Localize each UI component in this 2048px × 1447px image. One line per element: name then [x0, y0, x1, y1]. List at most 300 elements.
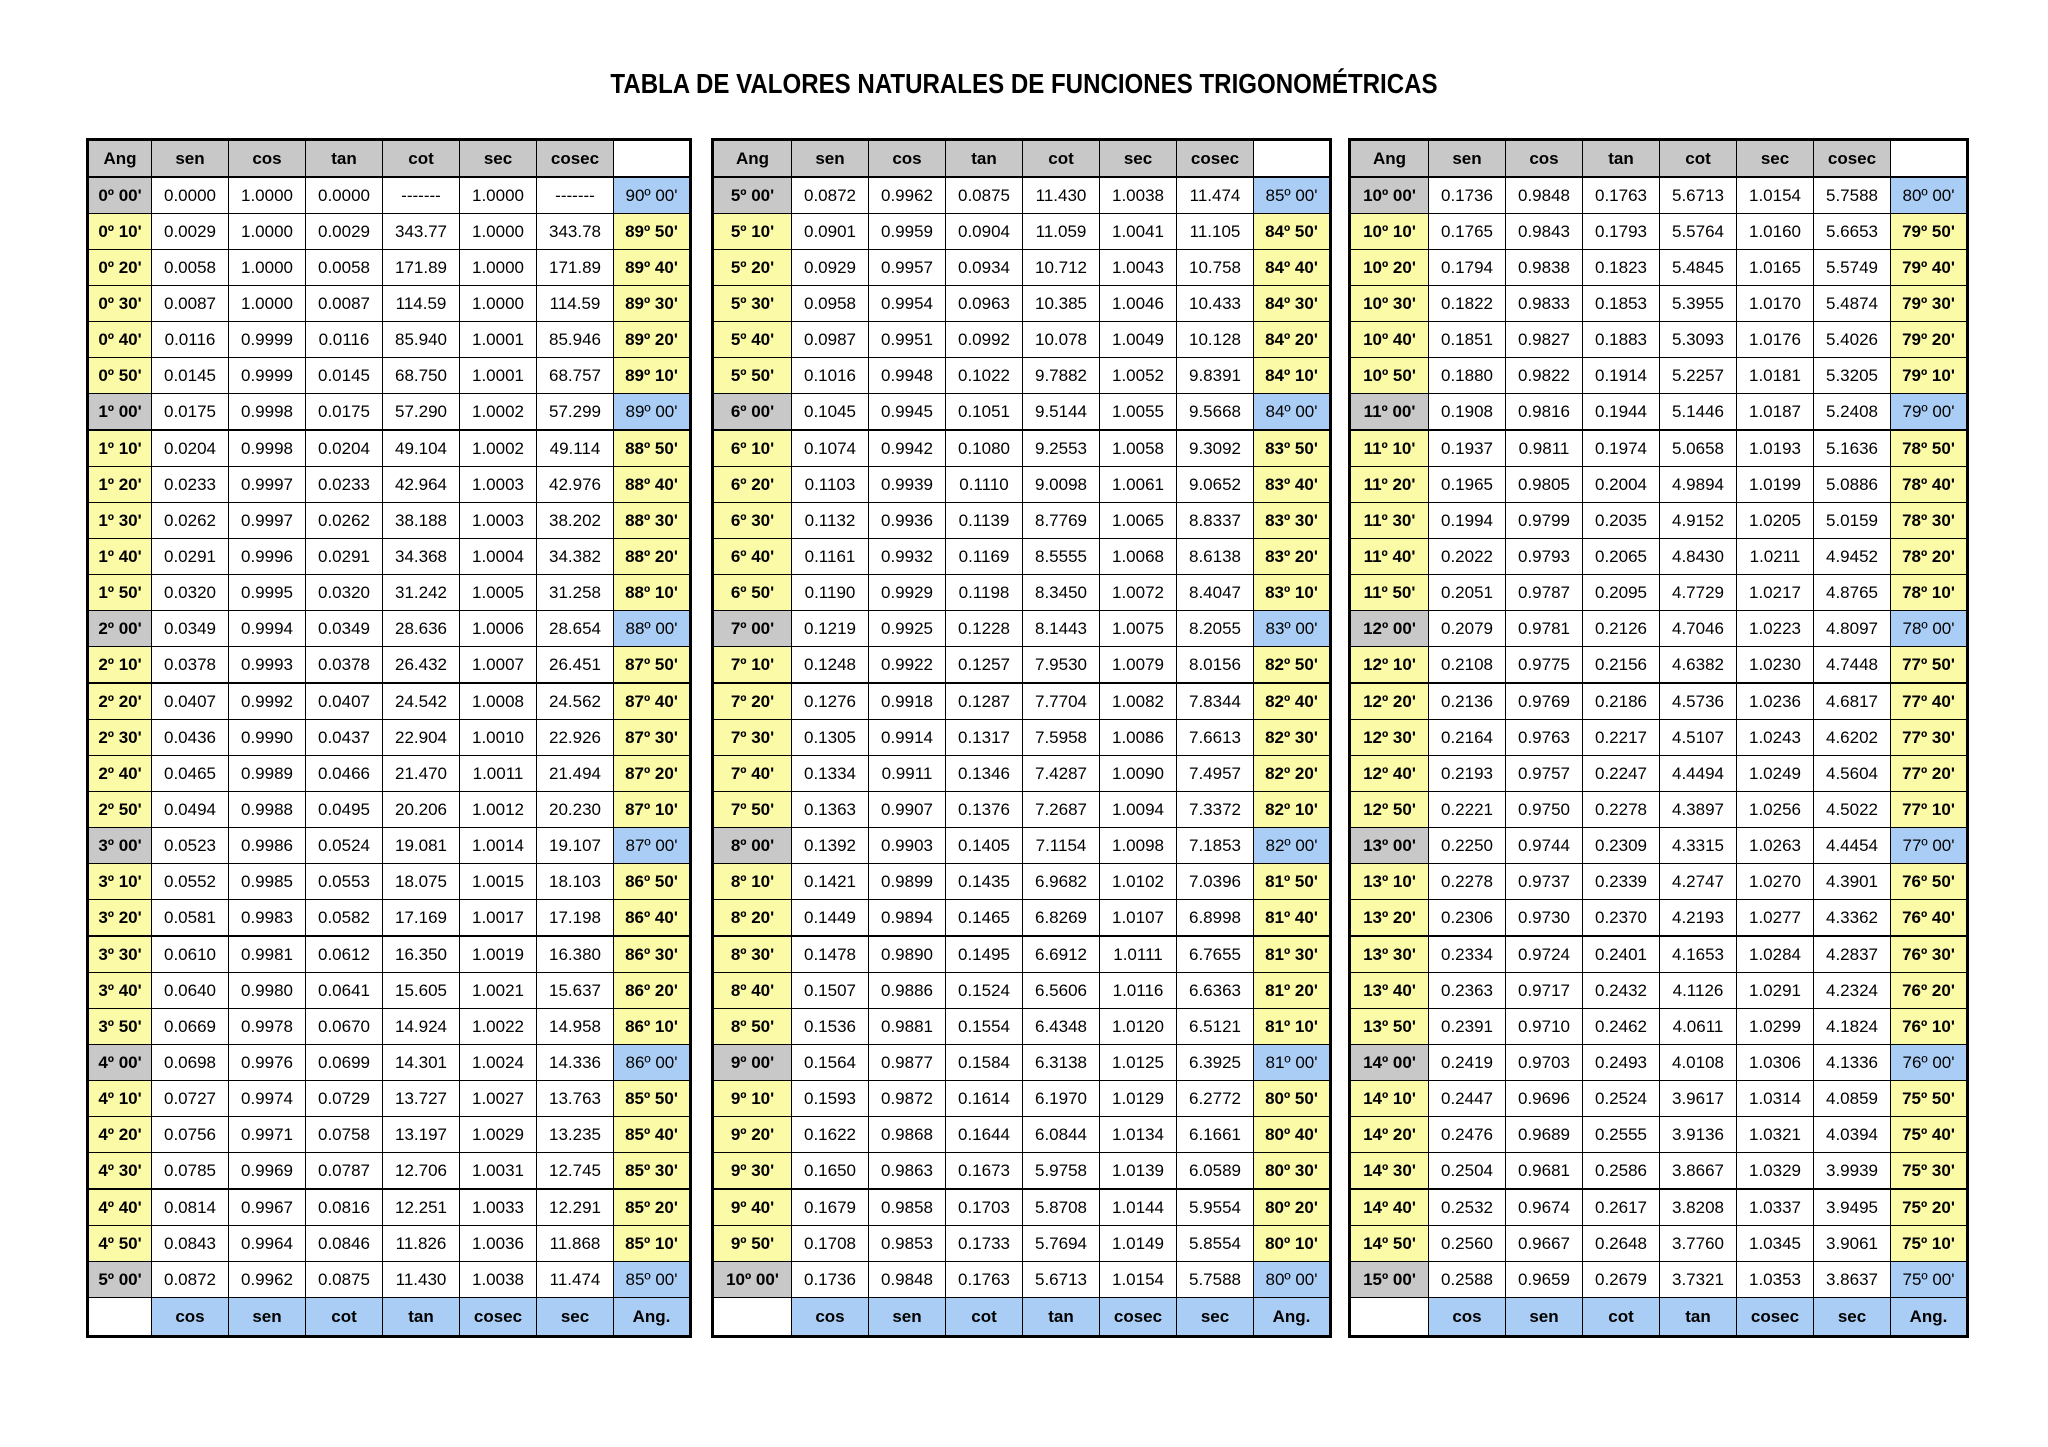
- cell-cosec: 4.7448: [1814, 647, 1891, 684]
- cell-sen: 0.1449: [792, 900, 869, 937]
- column-footer-sec: sec: [1814, 1298, 1891, 1337]
- cell-comp-ang: 76º 50': [1891, 864, 1968, 900]
- cell-ang: 13º 30': [1350, 936, 1429, 973]
- cell-tan: 0.0087: [306, 286, 383, 322]
- cell-sen: 0.1248: [792, 647, 869, 684]
- cell-tan: 0.0934: [946, 250, 1023, 286]
- cell-comp-ang: 77º 40': [1891, 683, 1968, 720]
- cell-tan: 0.0145: [306, 358, 383, 394]
- cell-cosec: 7.3372: [1177, 792, 1254, 828]
- table-row: [88, 647, 691, 684]
- cell-sec: 1.0284: [1737, 936, 1814, 973]
- cell-sec: 1.0236: [1737, 683, 1814, 720]
- cell-cot: 4.9152: [1660, 503, 1737, 539]
- cell-sen: 0.0756: [152, 1117, 229, 1153]
- cell-cos: 0.9868: [869, 1117, 946, 1153]
- cell-tan: 0.2555: [1583, 1117, 1660, 1153]
- cell-cosec: 343.78: [537, 214, 614, 250]
- table-row: [88, 322, 691, 358]
- cell-sen: 0.2447: [1429, 1081, 1506, 1117]
- table-row: [713, 647, 1331, 684]
- column-header-cosec: cosec: [537, 140, 614, 178]
- cell-comp-ang: 82º 10': [1254, 792, 1331, 828]
- cell-sec: 1.0199: [1737, 467, 1814, 503]
- cell-ang: 1º 50': [88, 575, 152, 611]
- cell-cos: 0.9922: [869, 647, 946, 684]
- cell-sen: 0.1132: [792, 503, 869, 539]
- cell-sen: 0.1736: [792, 1262, 869, 1298]
- table-row: [88, 430, 691, 467]
- cell-comp-ang: 77º 50': [1891, 647, 1968, 684]
- column-header-sec: sec: [1100, 140, 1177, 178]
- cell-cosec: 114.59: [537, 286, 614, 322]
- cell-cos: 0.9717: [1506, 973, 1583, 1009]
- cell-cot: 5.2257: [1660, 358, 1737, 394]
- cell-sen: 0.0087: [152, 286, 229, 322]
- cell-comp-ang: 86º 00': [614, 1045, 691, 1081]
- column-footer-ang: Ang.: [1254, 1298, 1331, 1337]
- cell-comp-ang: 88º 10': [614, 575, 691, 611]
- column-header-cos: cos: [869, 140, 946, 178]
- cell-tan: 0.0291: [306, 539, 383, 575]
- cell-sec: 1.0337: [1737, 1189, 1814, 1226]
- cell-cot: 7.4287: [1023, 756, 1100, 792]
- cell-ang: 15º 00': [1350, 1262, 1429, 1298]
- cell-cos: 0.9918: [869, 683, 946, 720]
- cell-sec: 1.0065: [1100, 503, 1177, 539]
- cell-cos: 0.9730: [1506, 900, 1583, 937]
- cell-ang: 4º 30': [88, 1153, 152, 1190]
- cell-cos: 0.9710: [1506, 1009, 1583, 1045]
- table-row: [88, 720, 691, 756]
- cell-cosec: 8.8337: [1177, 503, 1254, 539]
- cell-cos: 0.9799: [1506, 503, 1583, 539]
- cell-ang: 3º 50': [88, 1009, 152, 1045]
- cell-tan: 0.1110: [946, 467, 1023, 503]
- cell-sec: 1.0002: [460, 430, 537, 467]
- cell-sec: 1.0005: [460, 575, 537, 611]
- table-row: [713, 358, 1331, 394]
- cell-sen: 0.0000: [152, 177, 229, 214]
- cell-ang: 10º 20': [1350, 250, 1429, 286]
- cell-comp-ang: 76º 40': [1891, 900, 1968, 937]
- cell-cos: 1.0000: [229, 177, 306, 214]
- cell-cosec: 42.976: [537, 467, 614, 503]
- cell-cot: -------: [383, 177, 460, 214]
- cell-cot: 12.706: [383, 1153, 460, 1190]
- cell-cot: 22.904: [383, 720, 460, 756]
- column-header-cos: cos: [1506, 140, 1583, 178]
- cell-comp-ang: 86º 20': [614, 973, 691, 1009]
- table-row: [713, 467, 1331, 503]
- cell-sec: 1.0001: [460, 322, 537, 358]
- cell-comp-ang: 87º 50': [614, 647, 691, 684]
- column-footer-sec: sec: [1177, 1298, 1254, 1337]
- cell-tan: 0.0963: [946, 286, 1023, 322]
- cell-cos: 0.9681: [1506, 1153, 1583, 1190]
- cell-sen: 0.0262: [152, 503, 229, 539]
- cell-sec: 1.0249: [1737, 756, 1814, 792]
- cell-sen: 0.1276: [792, 683, 869, 720]
- cell-cot: 12.251: [383, 1189, 460, 1226]
- trig-table-block-1: [86, 138, 692, 1338]
- cell-cosec: 7.6613: [1177, 720, 1254, 756]
- cell-cos: 0.9976: [229, 1045, 306, 1081]
- cell-sec: 1.0055: [1100, 394, 1177, 431]
- cell-cosec: 5.8554: [1177, 1226, 1254, 1262]
- cell-sen: 0.2306: [1429, 900, 1506, 937]
- cell-ang: 6º 00': [713, 394, 792, 431]
- cell-tan: 0.1376: [946, 792, 1023, 828]
- cell-sen: 0.0640: [152, 973, 229, 1009]
- cell-cot: 7.5958: [1023, 720, 1100, 756]
- cell-ang: 4º 20': [88, 1117, 152, 1153]
- cell-sec: 1.0149: [1100, 1226, 1177, 1262]
- header-row: [88, 140, 691, 178]
- column-footer-sen: sen: [1506, 1298, 1583, 1337]
- cell-sec: 1.0107: [1100, 900, 1177, 937]
- cell-cos: 0.9925: [869, 611, 946, 647]
- cell-sec: 1.0263: [1737, 828, 1814, 864]
- cell-ang: 11º 20': [1350, 467, 1429, 503]
- cell-ang: 2º 40': [88, 756, 152, 792]
- cell-sen: 0.2476: [1429, 1117, 1506, 1153]
- table-row: [88, 358, 691, 394]
- column-header-comp-ang: [1254, 140, 1331, 178]
- cell-comp-ang: 87º 00': [614, 828, 691, 864]
- table-row: [713, 1117, 1331, 1153]
- cell-sen: 0.1536: [792, 1009, 869, 1045]
- cell-sen: 0.0378: [152, 647, 229, 684]
- cell-ang: 6º 30': [713, 503, 792, 539]
- cell-ang: 3º 10': [88, 864, 152, 900]
- cell-cos: 0.9793: [1506, 539, 1583, 575]
- table-row: [88, 467, 691, 503]
- cell-comp-ang: 87º 10': [614, 792, 691, 828]
- cell-cot: 26.432: [383, 647, 460, 684]
- column-footer-tan: tan: [1023, 1298, 1100, 1337]
- cell-sen: 0.1190: [792, 575, 869, 611]
- cell-comp-ang: 80º 30': [1254, 1153, 1331, 1190]
- cell-ang: 0º 10': [88, 214, 152, 250]
- cell-comp-ang: 82º 40': [1254, 683, 1331, 720]
- cell-sen: 0.0145: [152, 358, 229, 394]
- cell-ang: 13º 10': [1350, 864, 1429, 900]
- cell-cos: 0.9843: [1506, 214, 1583, 250]
- table-row: [1350, 828, 1968, 864]
- cell-tan: 0.0875: [946, 177, 1023, 214]
- cell-sec: 1.0176: [1737, 322, 1814, 358]
- cell-comp-ang: 89º 20': [614, 322, 691, 358]
- cell-sen: 0.1708: [792, 1226, 869, 1262]
- cell-ang: 11º 10': [1350, 430, 1429, 467]
- cell-tan: 0.2035: [1583, 503, 1660, 539]
- cell-cosec: 15.637: [537, 973, 614, 1009]
- cell-comp-ang: 77º 00': [1891, 828, 1968, 864]
- cell-cot: 5.0658: [1660, 430, 1737, 467]
- cell-tan: 0.1584: [946, 1045, 1023, 1081]
- cell-comp-ang: 88º 00': [614, 611, 691, 647]
- cell-cot: 4.3897: [1660, 792, 1737, 828]
- cell-ang: 6º 20': [713, 467, 792, 503]
- cell-tan: 0.2095: [1583, 575, 1660, 611]
- cell-comp-ang: 79º 50': [1891, 214, 1968, 250]
- cell-cosec: 4.0394: [1814, 1117, 1891, 1153]
- column-header-tan: tan: [1583, 140, 1660, 178]
- cell-comp-ang: 78º 00': [1891, 611, 1968, 647]
- cell-tan: 0.1405: [946, 828, 1023, 864]
- cell-tan: 0.0466: [306, 756, 383, 792]
- cell-cos: 0.9994: [229, 611, 306, 647]
- cell-sec: 1.0038: [1100, 177, 1177, 214]
- cell-comp-ang: 87º 40': [614, 683, 691, 720]
- cell-cot: 7.9530: [1023, 647, 1100, 684]
- table-row: [1350, 177, 1968, 214]
- cell-cosec: 5.7588: [1814, 177, 1891, 214]
- cell-sen: 0.1908: [1429, 394, 1506, 431]
- table-row: [713, 900, 1331, 937]
- cell-sen: 0.0901: [792, 214, 869, 250]
- cell-cosec: 21.494: [537, 756, 614, 792]
- cell-sen: 0.1478: [792, 936, 869, 973]
- cell-comp-ang: 81º 30': [1254, 936, 1331, 973]
- table-row: [713, 720, 1331, 756]
- cell-ang: 12º 20': [1350, 683, 1429, 720]
- page-title: TABLA DE VALORES NATURALES DE FUNCIONES TRIGONOMÉTRICAS: [610, 68, 1438, 99]
- cell-sen: 0.1103: [792, 467, 869, 503]
- cell-cosec: 31.258: [537, 575, 614, 611]
- column-footer-cosec: cosec: [1100, 1298, 1177, 1337]
- column-footer-tan: tan: [383, 1298, 460, 1337]
- column-footer-sen: sen: [869, 1298, 946, 1337]
- cell-ang: 1º 20': [88, 467, 152, 503]
- table-row: [1350, 792, 1968, 828]
- cell-cosec: 3.9939: [1814, 1153, 1891, 1190]
- cell-sec: 1.0043: [1100, 250, 1177, 286]
- cell-cos: 0.9971: [229, 1117, 306, 1153]
- cell-sen: 0.0698: [152, 1045, 229, 1081]
- cell-ang: 5º 20': [713, 250, 792, 286]
- column-header-ang: Ang: [1350, 140, 1429, 178]
- cell-ang: 11º 40': [1350, 539, 1429, 575]
- cell-cosec: 5.7588: [1177, 1262, 1254, 1298]
- cell-sen: 0.0116: [152, 322, 229, 358]
- cell-cot: 3.7321: [1660, 1262, 1737, 1298]
- table-row: [1350, 1153, 1968, 1190]
- cell-cosec: 4.1824: [1814, 1009, 1891, 1045]
- cell-ang: 9º 30': [713, 1153, 792, 1190]
- cell-cos: 0.9659: [1506, 1262, 1583, 1298]
- cell-cosec: 6.1661: [1177, 1117, 1254, 1153]
- cell-cot: 171.89: [383, 250, 460, 286]
- cell-comp-ang: 89º 40': [614, 250, 691, 286]
- cell-tan: 0.0204: [306, 430, 383, 467]
- cell-comp-ang: 84º 00': [1254, 394, 1331, 431]
- cell-ang: 13º 40': [1350, 973, 1429, 1009]
- cell-sec: 1.0129: [1100, 1081, 1177, 1117]
- cell-ang: 9º 40': [713, 1189, 792, 1226]
- cell-comp-ang: 75º 50': [1891, 1081, 1968, 1117]
- cell-ang: 5º 10': [713, 214, 792, 250]
- cell-sec: 1.0061: [1100, 467, 1177, 503]
- cell-cosec: 8.0156: [1177, 647, 1254, 684]
- cell-sen: 0.0320: [152, 575, 229, 611]
- cell-comp-ang: 86º 30': [614, 936, 691, 973]
- cell-cos: 0.9957: [869, 250, 946, 286]
- cell-sec: 1.0036: [460, 1226, 537, 1262]
- cell-cosec: 10.433: [1177, 286, 1254, 322]
- cell-sec: 1.0116: [1100, 973, 1177, 1009]
- table-row: [88, 1009, 691, 1045]
- cell-tan: 0.0729: [306, 1081, 383, 1117]
- cell-sen: 0.1937: [1429, 430, 1506, 467]
- cell-sen: 0.0407: [152, 683, 229, 720]
- cell-tan: 0.0495: [306, 792, 383, 828]
- cell-ang: 1º 40': [88, 539, 152, 575]
- cell-cos: 0.9724: [1506, 936, 1583, 973]
- cell-ang: 10º 50': [1350, 358, 1429, 394]
- cell-sec: 1.0314: [1737, 1081, 1814, 1117]
- cell-sen: 0.1564: [792, 1045, 869, 1081]
- cell-cot: 7.7704: [1023, 683, 1100, 720]
- table-row: [713, 864, 1331, 900]
- cell-cos: 0.9903: [869, 828, 946, 864]
- cell-tan: 0.2401: [1583, 936, 1660, 973]
- cell-comp-ang: 79º 00': [1891, 394, 1968, 431]
- cell-ang: 3º 20': [88, 900, 152, 937]
- cell-tan: 0.1853: [1583, 286, 1660, 322]
- cell-sen: 0.2250: [1429, 828, 1506, 864]
- cell-comp-ang: 80º 00': [1254, 1262, 1331, 1298]
- cell-cos: 0.9877: [869, 1045, 946, 1081]
- cell-ang: 4º 00': [88, 1045, 152, 1081]
- cell-cot: 16.350: [383, 936, 460, 973]
- cell-sec: 1.0094: [1100, 792, 1177, 828]
- table-row: [88, 611, 691, 647]
- cell-cos: 0.9838: [1506, 250, 1583, 286]
- cell-cot: 8.3450: [1023, 575, 1100, 611]
- cell-ang: 10º 10': [1350, 214, 1429, 250]
- cell-cot: 4.5107: [1660, 720, 1737, 756]
- cell-sec: 1.0041: [1100, 214, 1177, 250]
- cell-cosec: 8.2055: [1177, 611, 1254, 647]
- cell-cosec: 4.3362: [1814, 900, 1891, 937]
- cell-ang: 12º 40': [1350, 756, 1429, 792]
- cell-cos: 0.9899: [869, 864, 946, 900]
- cell-cosec: 57.299: [537, 394, 614, 431]
- cell-sen: 0.1219: [792, 611, 869, 647]
- cell-cosec: 4.6202: [1814, 720, 1891, 756]
- cell-comp-ang: 88º 20': [614, 539, 691, 575]
- cell-cos: 0.9914: [869, 720, 946, 756]
- cell-cot: 68.750: [383, 358, 460, 394]
- cell-tan: 0.1317: [946, 720, 1023, 756]
- cell-sen: 0.0814: [152, 1189, 229, 1226]
- cell-sen: 0.2504: [1429, 1153, 1506, 1190]
- cell-cos: 0.9989: [229, 756, 306, 792]
- cell-ang: 3º 00': [88, 828, 152, 864]
- cell-cot: 85.940: [383, 322, 460, 358]
- cell-cot: 8.1443: [1023, 611, 1100, 647]
- column-header-cosec: cosec: [1814, 140, 1891, 178]
- cell-cos: 0.9816: [1506, 394, 1583, 431]
- cell-tan: 0.0758: [306, 1117, 383, 1153]
- cell-sec: 1.0306: [1737, 1045, 1814, 1081]
- cell-cosec: 6.7655: [1177, 936, 1254, 973]
- trig-table-block-2: [711, 138, 1332, 1338]
- cell-cot: 4.7729: [1660, 575, 1737, 611]
- cell-cosec: 14.336: [537, 1045, 614, 1081]
- cell-tan: 0.2462: [1583, 1009, 1660, 1045]
- header-row: [1350, 140, 1968, 178]
- cell-cosec: 5.9554: [1177, 1189, 1254, 1226]
- cell-sen: 0.2079: [1429, 611, 1506, 647]
- table-row: [1350, 286, 1968, 322]
- column-footer-cot: cot: [306, 1298, 383, 1337]
- cell-cosec: 4.0859: [1814, 1081, 1891, 1117]
- cell-cot: 20.206: [383, 792, 460, 828]
- table-row: [88, 1226, 691, 1262]
- column-footer-cos: cos: [1429, 1298, 1506, 1337]
- footer-row: [1350, 1298, 1968, 1337]
- cell-comp-ang: 85º 20': [614, 1189, 691, 1226]
- cell-cosec: 5.5749: [1814, 250, 1891, 286]
- cell-sen: 0.1851: [1429, 322, 1506, 358]
- cell-ang: 9º 10': [713, 1081, 792, 1117]
- cell-ang: 7º 00': [713, 611, 792, 647]
- cell-cos: 0.9993: [229, 647, 306, 684]
- column-header-comp-ang: [614, 140, 691, 178]
- cell-cosec: 17.198: [537, 900, 614, 937]
- cell-tan: 0.1793: [1583, 214, 1660, 250]
- cell-sen: 0.2560: [1429, 1226, 1506, 1262]
- cell-sen: 0.1421: [792, 864, 869, 900]
- table-row: [713, 250, 1331, 286]
- cell-tan: 0.1703: [946, 1189, 1023, 1226]
- cell-sen: 0.0987: [792, 322, 869, 358]
- cell-sec: 1.0058: [1100, 430, 1177, 467]
- cell-sen: 0.2419: [1429, 1045, 1506, 1081]
- cell-cosec: 11.105: [1177, 214, 1254, 250]
- cell-ang: 10º 40': [1350, 322, 1429, 358]
- cell-sen: 0.1650: [792, 1153, 869, 1190]
- cell-tan: 0.0524: [306, 828, 383, 864]
- cell-cot: 18.075: [383, 864, 460, 900]
- table-row: [713, 1045, 1331, 1081]
- cell-cot: 9.7882: [1023, 358, 1100, 394]
- cell-cos: 0.9853: [869, 1226, 946, 1262]
- cell-ang: 1º 10': [88, 430, 152, 467]
- cell-comp-ang: 79º 20': [1891, 322, 1968, 358]
- cell-sec: 1.0243: [1737, 720, 1814, 756]
- table-row: [88, 756, 691, 792]
- cell-ang: 7º 40': [713, 756, 792, 792]
- cell-ang: 14º 40': [1350, 1189, 1429, 1226]
- table-row: [88, 1153, 691, 1190]
- cell-cosec: 12.745: [537, 1153, 614, 1190]
- cell-cot: 3.9617: [1660, 1081, 1737, 1117]
- cell-comp-ang: 89º 30': [614, 286, 691, 322]
- table-row: [713, 394, 1331, 431]
- cell-cot: 17.169: [383, 900, 460, 937]
- cell-ang: 5º 00': [88, 1262, 152, 1298]
- table-row: [88, 1045, 691, 1081]
- column-header-ang: Ang: [713, 140, 792, 178]
- cell-sec: 1.0046: [1100, 286, 1177, 322]
- cell-ang: 11º 00': [1350, 394, 1429, 431]
- cell-tan: 0.1228: [946, 611, 1023, 647]
- column-header-sen: sen: [152, 140, 229, 178]
